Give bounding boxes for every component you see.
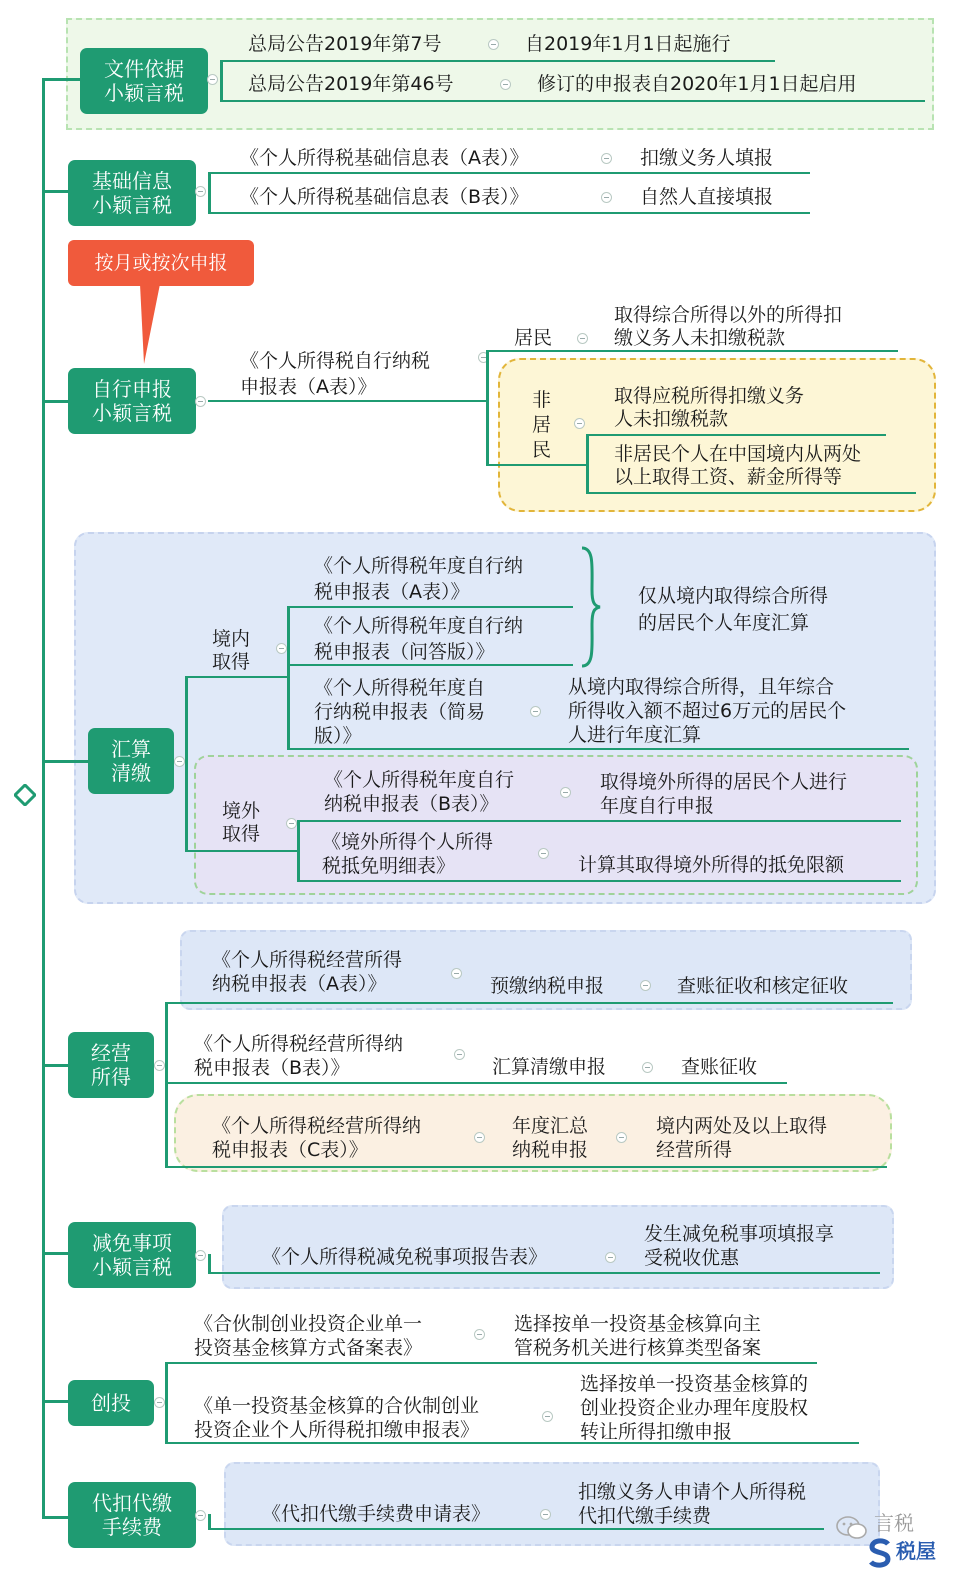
nonresident-item-1: 取得应税所得扣缴义务 人未扣缴税款 bbox=[614, 385, 805, 430]
branch-huisuan bbox=[42, 760, 88, 763]
node-jingying[interactable]: 经营 所得 bbox=[68, 1032, 154, 1098]
nonresident-item-2: 非居民个人在中国境内从两处 以上取得工资、薪金所得等 bbox=[614, 443, 862, 488]
jichu-item-2-detail: 自然人直接填报 bbox=[640, 186, 774, 208]
collapse-dot-icon[interactable] bbox=[195, 1510, 206, 1521]
foreign-credit-detail: 计算其取得境外所得的抵免限额 bbox=[578, 854, 845, 876]
underline-foreign bbox=[185, 850, 297, 852]
branch-chuangtou bbox=[42, 1400, 68, 1403]
foreign-form-b: 《个人所得税年度自行 纳税申报表（B表）》 bbox=[324, 769, 515, 815]
collapse-dot-icon[interactable] bbox=[616, 1132, 627, 1143]
collapse-dot-icon[interactable] bbox=[207, 74, 218, 85]
callout-pointer bbox=[134, 284, 164, 372]
brace-icon bbox=[578, 546, 604, 672]
underline-domestic bbox=[185, 676, 287, 678]
collapse-dot-icon[interactable] bbox=[640, 980, 651, 991]
domestic-form-simple: 《个人所得税年度自 行纳税申报表（简易 版）》 bbox=[314, 677, 486, 747]
connector-nonresident bbox=[586, 434, 589, 494]
chuangtou-detail-2: 选择按单一投资基金核算的 创业投资企业办理年度股权 转让所得扣缴申报 bbox=[580, 1373, 809, 1443]
underline-wenjian-2 bbox=[220, 100, 925, 102]
resident-label: 居民 bbox=[514, 327, 553, 349]
underline-nonresident-1 bbox=[586, 434, 886, 436]
collapse-dot-icon[interactable] bbox=[542, 1411, 553, 1422]
underline-nonresident-2 bbox=[586, 492, 916, 494]
collapse-dot-icon[interactable] bbox=[195, 1250, 206, 1261]
collapse-dot-icon[interactable] bbox=[454, 1049, 465, 1060]
connector-huisuan bbox=[185, 676, 188, 852]
branch-jichu bbox=[42, 190, 68, 193]
jichu-item-2: 《个人所得税基础信息表（B表）》 bbox=[240, 186, 529, 208]
underline-foreign-1 bbox=[297, 820, 901, 822]
node-jichu[interactable]: 基础信息 小颖言税 bbox=[68, 160, 196, 226]
chuangtou-form-2: 《单一投资基金核算的合伙制创业 投资企业个人所得税扣缴申报表》 bbox=[194, 1395, 480, 1441]
underline-wenjian-1 bbox=[220, 60, 775, 62]
jichu-item-1: 《个人所得税基础信息表（A表）》 bbox=[240, 147, 529, 169]
connector-zixing bbox=[486, 350, 489, 466]
node-jianmian[interactable]: 减免事项 小颖言税 bbox=[68, 1222, 196, 1288]
collapse-dot-icon[interactable] bbox=[154, 1397, 165, 1408]
daikou-form: 《代扣代缴手续费申请表》 bbox=[262, 1503, 491, 1525]
connector-chuangtou bbox=[165, 1362, 168, 1444]
collapse-dot-icon[interactable] bbox=[642, 1062, 653, 1073]
underline-daikou bbox=[208, 1528, 824, 1530]
branch-jingying bbox=[42, 1064, 68, 1067]
jichu-item-1-detail: 扣缴义务人填报 bbox=[640, 147, 774, 169]
collapse-dot-icon[interactable] bbox=[286, 818, 297, 829]
connector-jingying bbox=[165, 1002, 168, 1168]
node-wenjian[interactable]: 文件依据 小颖言税 bbox=[80, 48, 208, 114]
underline-resident bbox=[486, 350, 898, 352]
wenjian-item-2-detail: 修订的申报表自2020年1月1日起启用 bbox=[537, 73, 857, 95]
connector-wenjian bbox=[220, 60, 223, 102]
underline-nonresident bbox=[486, 464, 586, 466]
zixing-form: 《个人所得税自行纳税 申报表（A表）》 bbox=[240, 350, 431, 398]
watermark-line1: 言税 bbox=[874, 1511, 914, 1535]
nonresident-label: 非 居 民 bbox=[532, 389, 552, 461]
jingying-c-mid: 年度汇总 纳税申报 bbox=[512, 1115, 589, 1161]
underline-jianmian bbox=[208, 1272, 880, 1274]
underline-jingying-3 bbox=[165, 1166, 887, 1168]
branch-daikou bbox=[42, 1516, 68, 1519]
jingying-c-detail: 境内两处及以上取得 经营所得 bbox=[656, 1115, 828, 1161]
trunk-line bbox=[42, 78, 45, 1518]
underline-zixing-form bbox=[208, 400, 486, 402]
wenjian-item-1-detail: 自2019年1月1日起施行 bbox=[525, 33, 731, 55]
collapse-dot-icon[interactable] bbox=[195, 186, 206, 197]
collapse-dot-icon[interactable] bbox=[154, 1060, 165, 1071]
callout-monthly: 按月或按次申报 bbox=[68, 240, 254, 286]
node-zixing[interactable]: 自行申报 小颖言税 bbox=[68, 368, 196, 434]
domestic-form-qa: 《个人所得税年度自行纳 税申报表（问答版）》 bbox=[314, 615, 524, 663]
underline-domestic-1 bbox=[287, 606, 573, 608]
underline-jingying-2 bbox=[165, 1082, 787, 1084]
node-daikou[interactable]: 代扣代缴 手续费 bbox=[68, 1482, 196, 1548]
jianmian-form: 《个人所得税减免税事项报告表》 bbox=[262, 1246, 548, 1268]
jingying-form-a: 《个人所得税经营所得 纳税申报表（A表）》 bbox=[212, 949, 403, 995]
jingying-b-mid: 汇算清缴申报 bbox=[492, 1056, 607, 1078]
branch-wenjian bbox=[42, 78, 80, 81]
collapse-dot-icon[interactable] bbox=[451, 968, 462, 979]
collapse-dot-icon[interactable] bbox=[560, 787, 571, 798]
watermark-line2: 税屋 bbox=[896, 1539, 936, 1563]
collapse-dot-icon[interactable] bbox=[538, 848, 549, 859]
underline-chuangtou-1 bbox=[165, 1362, 817, 1364]
domestic-simple-note: 从境内取得综合所得，且年综合 所得收入额不超过6万元的居民个 人进行年度汇算 bbox=[568, 676, 847, 746]
branch-jianmian bbox=[42, 1252, 68, 1255]
collapse-dot-icon[interactable] bbox=[574, 418, 585, 429]
wenjian-item-2: 总局公告2019年第46号 bbox=[248, 73, 454, 95]
node-chuangtou[interactable]: 创投 bbox=[68, 1380, 154, 1426]
connector-domestic bbox=[287, 606, 290, 750]
collapse-dot-icon[interactable] bbox=[276, 643, 287, 654]
branch-zixing bbox=[42, 400, 68, 403]
underline-jichu-2 bbox=[208, 212, 810, 214]
collapse-dot-icon[interactable] bbox=[474, 1329, 485, 1340]
jingying-form-c: 《个人所得税经营所得纳 税申报表（C表）》 bbox=[212, 1115, 422, 1161]
domestic-form-a: 《个人所得税年度自行纳 税申报表（A表）》 bbox=[314, 555, 524, 603]
collapse-dot-icon[interactable] bbox=[195, 396, 206, 407]
node-huisuan[interactable]: 汇算 清缴 bbox=[88, 728, 174, 794]
collapse-dot-icon[interactable] bbox=[488, 39, 499, 50]
collapse-dot-icon[interactable] bbox=[601, 153, 612, 164]
jingying-form-b: 《个人所得税经营所得纳 税申报表（B表）》 bbox=[194, 1033, 404, 1079]
jianmian-detail: 发生减免税事项填报享 受税收优惠 bbox=[644, 1223, 835, 1269]
foreign-form-b-detail: 取得境外所得的居民个人进行 年度自行申报 bbox=[600, 771, 848, 817]
chuangtou-detail-1: 选择按单一投资基金核算向主 管税务机关进行核算类型备案 bbox=[514, 1313, 762, 1359]
underline-jingying-1 bbox=[165, 1002, 893, 1004]
wenjian-item-1: 总局公告2019年第7号 bbox=[248, 33, 442, 55]
collapse-dot-icon[interactable] bbox=[605, 1252, 616, 1263]
jingying-b-detail: 查账征收 bbox=[681, 1056, 758, 1078]
collapse-dot-icon[interactable] bbox=[500, 79, 511, 90]
jingying-a-mid: 预缴纳税申报 bbox=[490, 975, 605, 997]
chuangtou-form-1: 《合伙制创业投资企业单一 投资基金核算方式备案表》 bbox=[194, 1313, 423, 1359]
underline-jichu-1 bbox=[208, 172, 810, 174]
collapse-dot-icon[interactable] bbox=[474, 1132, 485, 1143]
connector-jianmian bbox=[208, 1254, 211, 1274]
logo-s-icon bbox=[868, 1538, 892, 1568]
collapse-dot-icon[interactable] bbox=[530, 706, 541, 717]
root-diamond-icon[interactable] bbox=[14, 784, 36, 806]
collapse-dot-icon[interactable] bbox=[174, 756, 185, 767]
collapse-dot-icon[interactable] bbox=[577, 333, 588, 344]
collapse-dot-icon[interactable] bbox=[601, 192, 612, 203]
domestic-note: 仅从境内取得综合所得 的居民个人年度汇算 bbox=[638, 585, 829, 634]
domestic-label: 境内 取得 bbox=[212, 628, 251, 673]
connector-jichu bbox=[208, 172, 211, 214]
collapse-dot-icon[interactable] bbox=[540, 1509, 551, 1520]
daikou-detail: 扣缴义务人申请个人所得税 代扣代缴手续费 bbox=[578, 1481, 807, 1527]
wechat-icon bbox=[836, 1515, 868, 1545]
underline-domestic-3 bbox=[287, 748, 909, 750]
resident-detail: 取得综合所得以外的所得扣 缴义务人未扣缴税款 bbox=[614, 304, 843, 349]
jingying-a-detail: 查账征收和核定征收 bbox=[677, 975, 849, 997]
underline-foreign-2 bbox=[297, 880, 901, 882]
foreign-label: 境外 取得 bbox=[222, 800, 261, 845]
connector-foreign bbox=[297, 820, 300, 882]
foreign-credit-form: 《境外所得个人所得 税抵免明细表》 bbox=[322, 831, 494, 877]
